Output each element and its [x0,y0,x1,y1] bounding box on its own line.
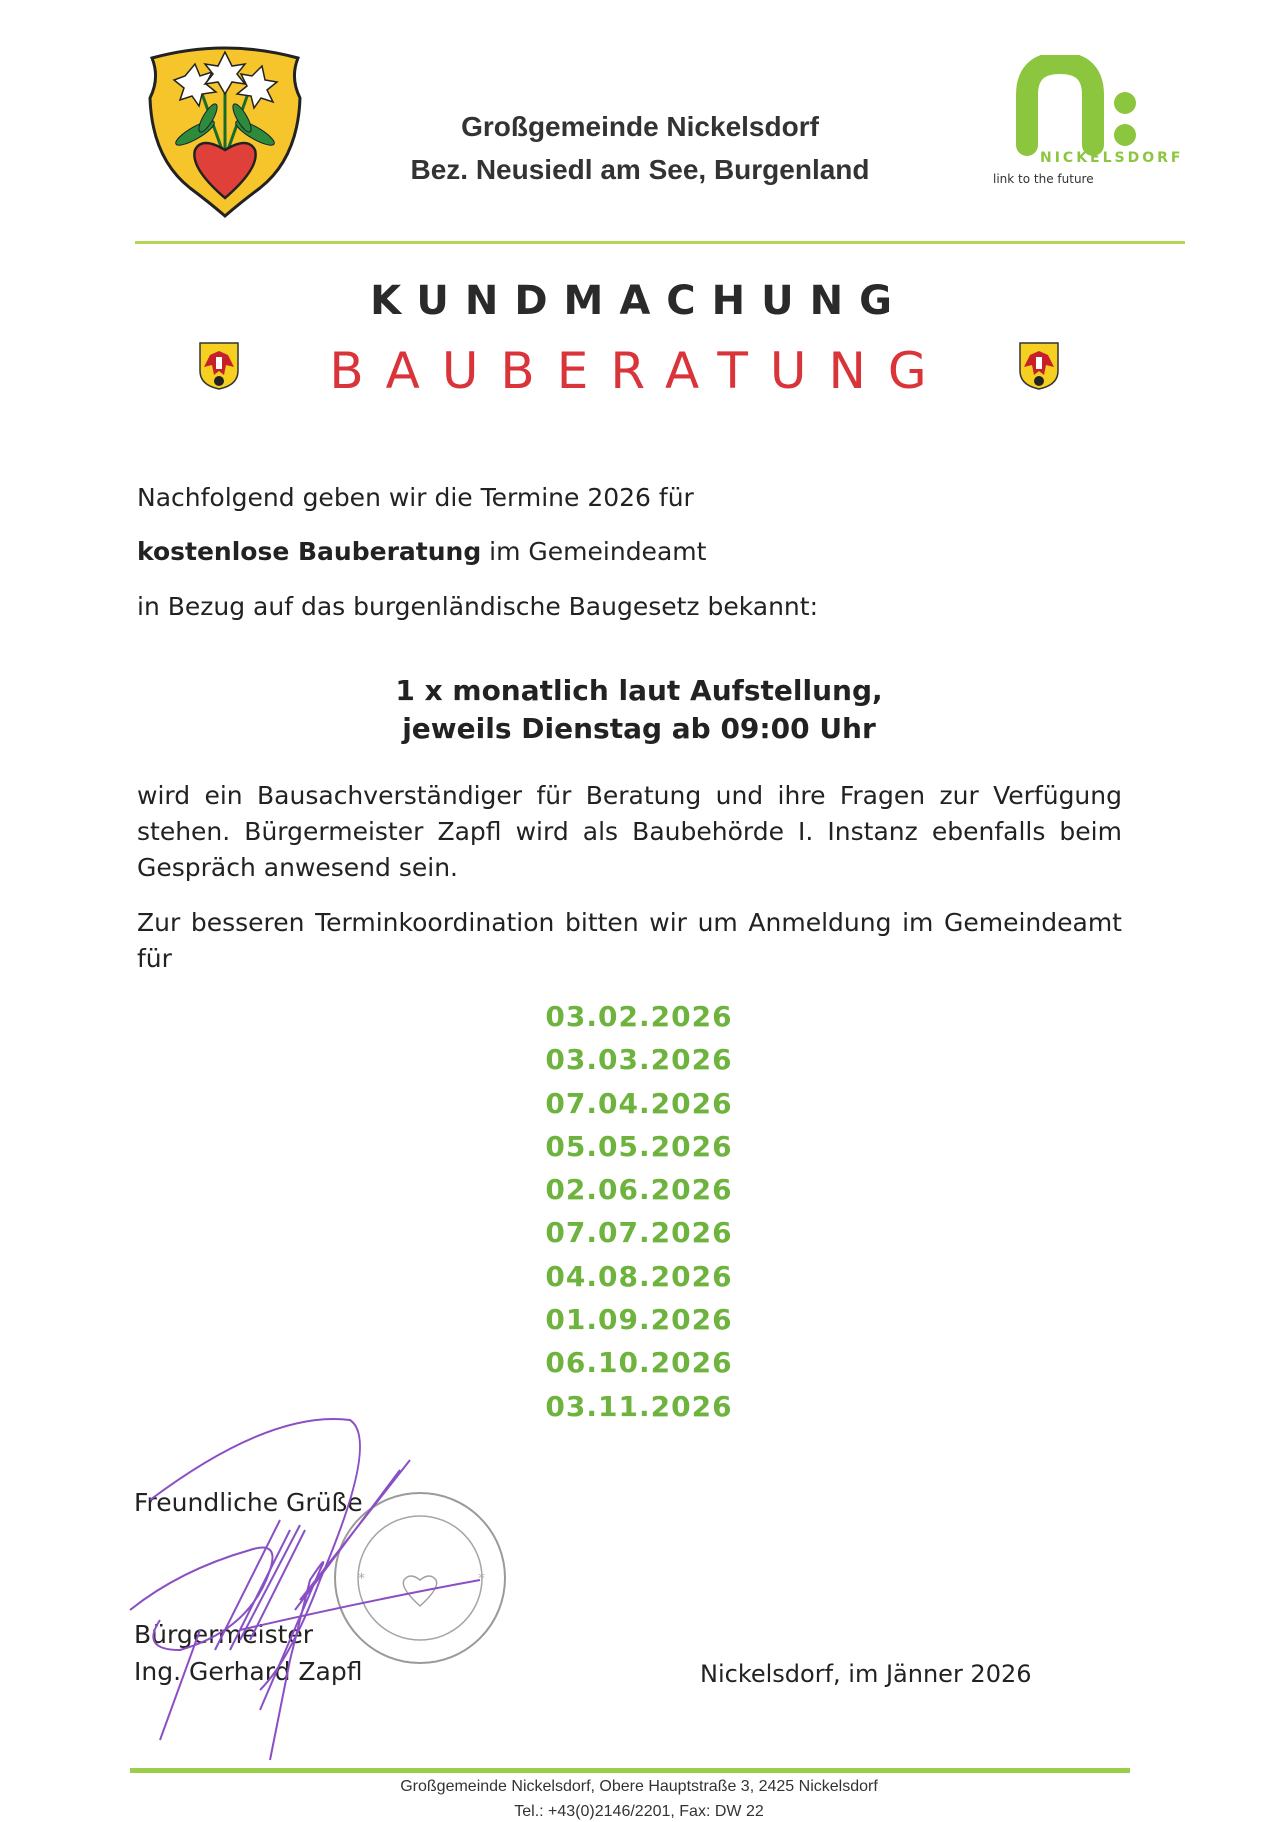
date-item: 04.08.2026 [545,1259,733,1293]
announcement-subject: BAUBERATUNG [329,342,949,400]
date-item: 01.09.2026 [545,1303,733,1337]
logo-tagline: link to the future [993,172,1094,186]
intro-line-1: Nachfolgend geben wir die Termine 2026 für [137,483,694,512]
intro-line-3: in Bezug auf das burgenländische Baugesetz bekannt: [137,592,819,621]
intro-rest: im Gemeindeamt [481,537,707,566]
date-item: 03.11.2026 [545,1389,733,1423]
handwritten-signature-icon [120,1400,540,1770]
schedule-time: jeweils Dienstag ab 09:00 Uhr [402,712,876,745]
organization-header [380,105,900,191]
burgenland-shield-icon [198,341,240,391]
burgenland-shield-icon [1018,341,1060,391]
date-item: 06.10.2026 [545,1346,733,1380]
closing-greeting: Freundliche Grüße [134,1488,363,1517]
header-divider [135,241,1185,244]
svg-text:*: * [358,1571,365,1587]
svg-text:*: * [478,1571,485,1587]
logo-wordmark: NICKELSDORF [1040,150,1184,166]
place-and-date: Nickelsdorf, im Jänner 2026 [700,1660,1032,1688]
footer-contact: Tel.: +43(0)2146/2201, Fax: DW 22 [514,1803,764,1820]
date-item: 02.06.2026 [545,1173,733,1207]
signatory-role: Bürgermeister [134,1620,314,1649]
signatory-name: Ing. Gerhard Zapfl [134,1657,363,1686]
date-list [0,995,1278,1428]
schedule-summary [0,672,1278,748]
org-district: Bez. Neusiedl am See, Burgenland [410,154,870,185]
intro-line-2 [137,537,1122,566]
schedule-frequency: 1 x monatlich laut Aufstellung, [395,674,883,707]
date-item: 07.04.2026 [545,1086,733,1120]
footer-address: Großgemeinde Nickelsdorf, Obere Hauptstraße 3, 2425 Nickelsdorf [400,1778,878,1795]
consultant-paragraph: wird ein Bausachverständiger für Beratung und ihre Fragen zur Verfügung stehen. Bürgermeister Zapfl wird als Baubehörde I. Instanz ebenfalls beim Gespräch anwesend sein. [137,781,1122,882]
footer-divider [130,1768,1130,1773]
date-item: 03.02.2026 [545,1000,733,1033]
registration-paragraph: Zur besseren Terminkoordination bitten wir um Anmeldung im Gemeindeamt für [137,908,1122,973]
announcement-title: KUNDMACHUNG [370,278,908,324]
date-item: 07.07.2026 [545,1216,733,1250]
date-item: 03.03.2026 [545,1043,733,1077]
intro-bold: kostenlose Bauberatung [137,537,482,566]
org-name: Großgemeinde Nickelsdorf [461,111,819,142]
date-item: 05.05.2026 [545,1129,733,1163]
nickelsdorf-coat-of-arms-icon [140,38,310,218]
